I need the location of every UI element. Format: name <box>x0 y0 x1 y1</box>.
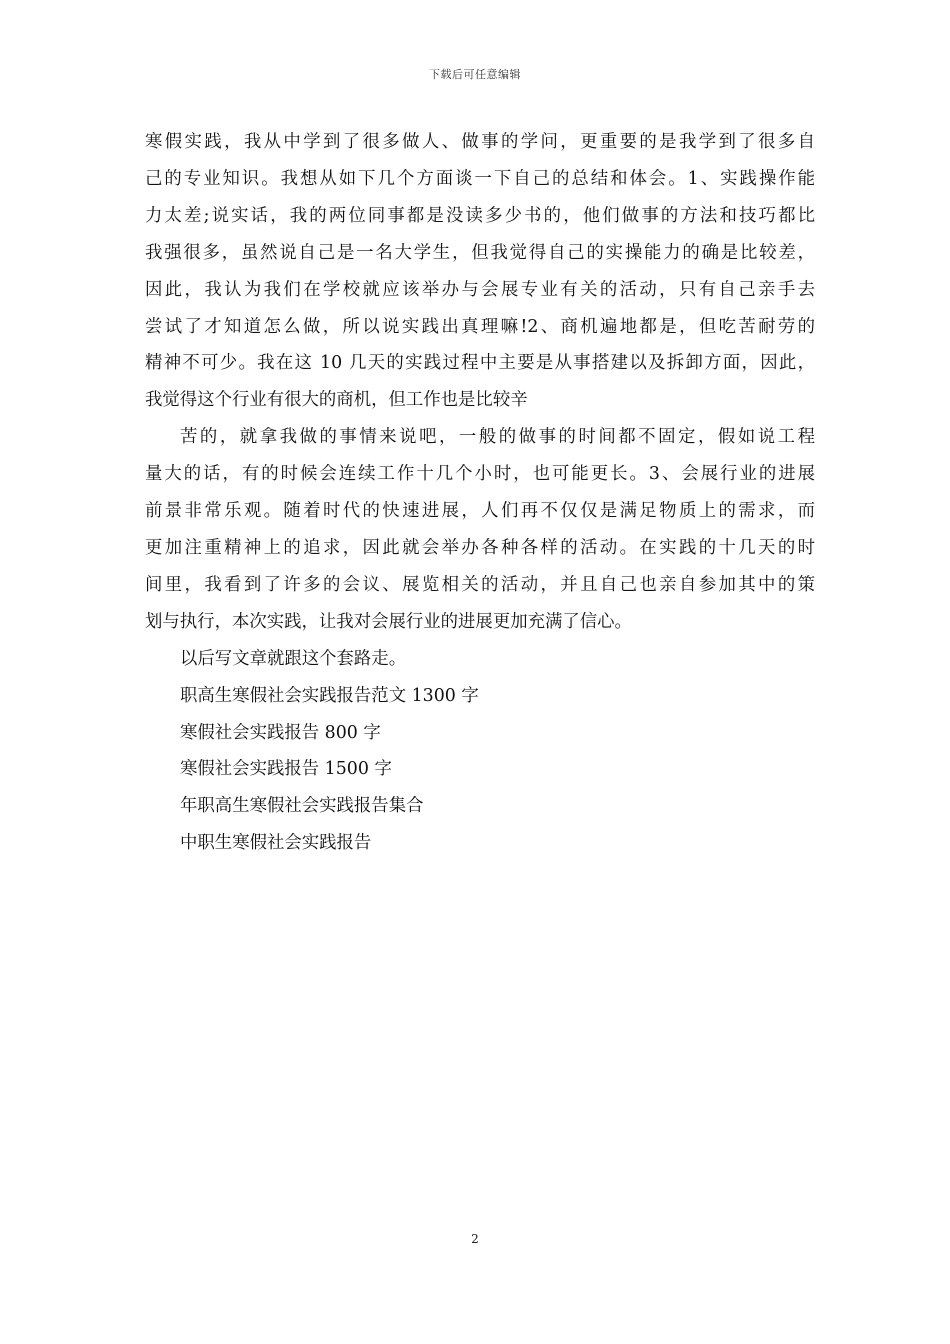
text-line: 寒假实践，我从中学到了很多做人、做事的学问，更重要的是我学到了很多自 <box>145 132 815 152</box>
related-link[interactable]: 职高生寒假社会实践报告范文 1300 字 <box>180 685 479 706</box>
text-line: 划与执行，本次实践，让我对会展行业的进展更加充满了信心。 <box>145 611 632 632</box>
related-link[interactable]: 年职高生寒假社会实践报告集合 <box>180 796 424 817</box>
text-line: 间里，我看到了许多的会议、展览相关的活动，并且自己也亲自参加其中的策 <box>145 574 815 595</box>
text-line: 更加注重精神上的追求，因此就会举办各种各样的活动。在实践的十几天的时 <box>145 537 815 558</box>
related-link[interactable]: 寒假社会实践报告 1500 字 <box>180 759 392 780</box>
text-line: 我强很多，虽然说自己是一名大学生，但我觉得自己的实操能力的确是比较差， <box>145 242 815 263</box>
page-number: 2 <box>471 1232 479 1246</box>
closing-line: 以后写文章就跟这个套路走。 <box>180 648 407 669</box>
text-line: 苦的，就拿我做的事情来说吧，一般的做事的时间都不固定，假如说工程 <box>180 427 815 448</box>
text-line: 己的专业知识。我想从如下几个方面谈一下自己的总结和体会。1、实践操作能 <box>145 168 815 189</box>
page-header: 下载后可任意编辑 <box>429 68 521 81</box>
text-line: 精神不可少。我在这 10 几天的实践过程中主要是从事搭建以及拆卸方面，因此， <box>145 353 815 374</box>
text-line: 因此，我认为我们在学校就应该举办与会展专业有关的活动，只有自己亲手去 <box>145 279 815 300</box>
related-link[interactable]: 中职生寒假社会实践报告 <box>180 833 372 854</box>
related-link[interactable]: 寒假社会实践报告 800 字 <box>180 722 381 743</box>
text-line: 量大的话，有的时候会连续工作十几个小时，也可能更长。3、会展行业的进展 <box>145 464 815 485</box>
paragraph-2 <box>145 419 815 640</box>
text-line: 前景非常乐观。随着时代的快速进展，人们再不仅仅是满足物质上的需求，而 <box>145 501 815 522</box>
text-line: 尝试了才知道怎么做，所以说实践出真理嘛!2、商机遍地都是，但吃苦耐劳的 <box>145 316 815 337</box>
text-line: 力太差;说实话，我的两位同事都是没读多少书的，他们做事的方法和技巧都比 <box>145 205 815 226</box>
paragraph-1 <box>145 124 815 419</box>
text-line: 我觉得这个行业有很大的商机，但工作也是比较辛 <box>145 390 528 411</box>
document-body <box>145 124 815 862</box>
